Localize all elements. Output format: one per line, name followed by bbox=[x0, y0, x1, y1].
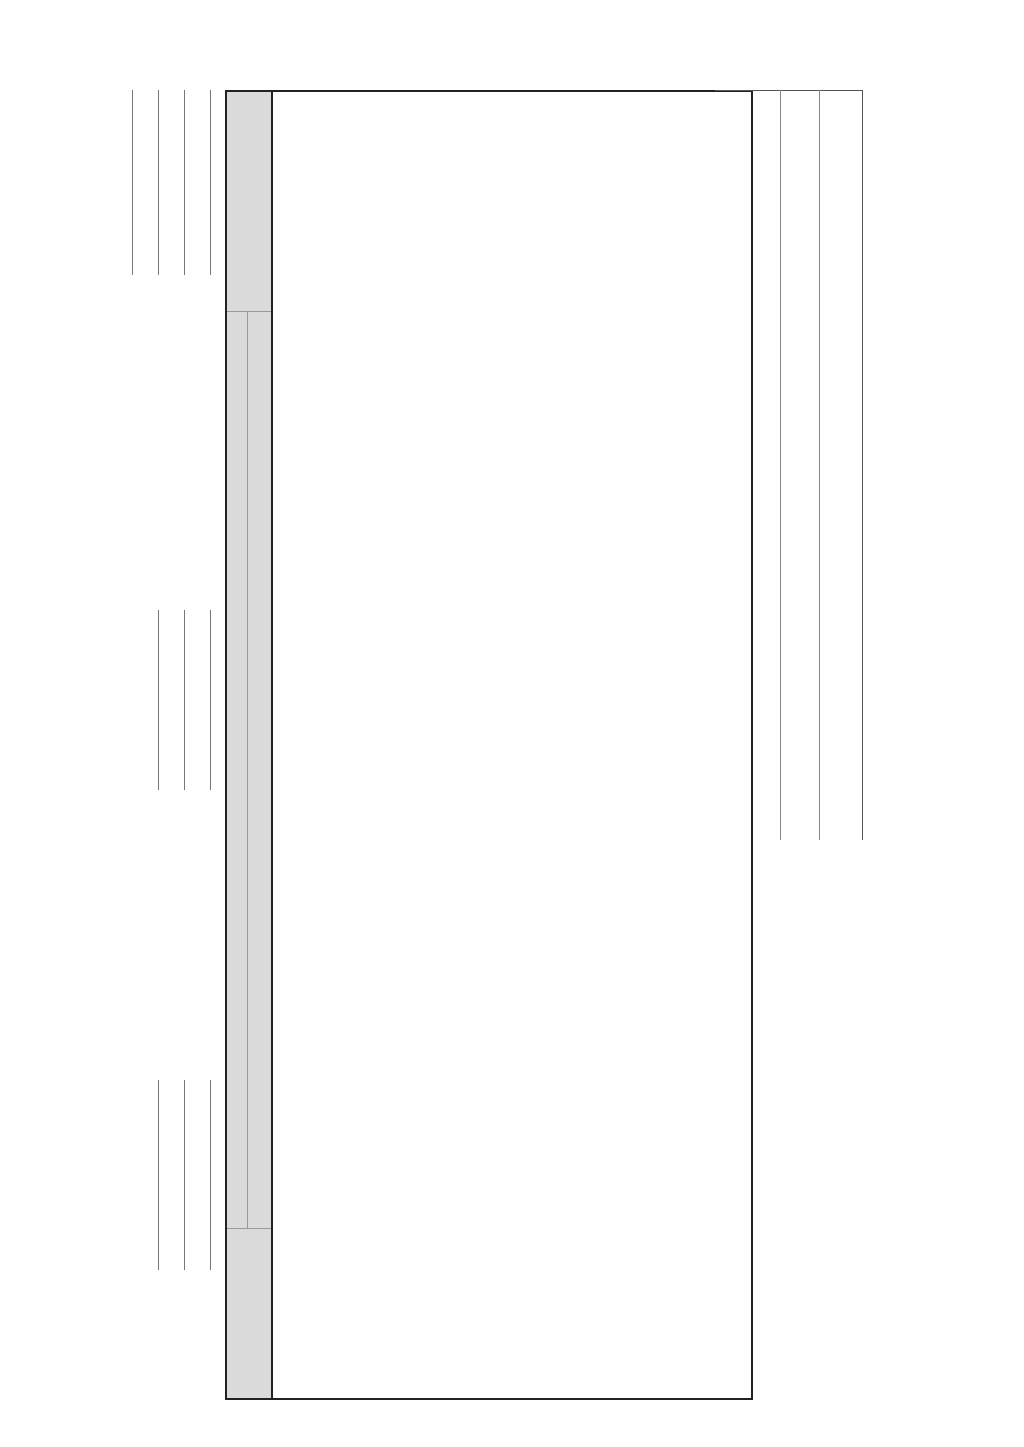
part-no-line bbox=[158, 1080, 159, 1270]
average-header bbox=[227, 92, 271, 311]
formula-block bbox=[715, 90, 925, 840]
appraiser-c-line bbox=[210, 90, 211, 275]
date-line bbox=[132, 90, 133, 275]
appraiser-trial-header bbox=[227, 1229, 271, 1399]
part-header-block bbox=[227, 311, 271, 1228]
part-header bbox=[227, 312, 248, 1228]
formula-frame bbox=[715, 90, 863, 840]
gage-name-line bbox=[158, 610, 159, 790]
part-numbers bbox=[247, 312, 273, 1228]
measurement-table bbox=[225, 90, 753, 1400]
formula-divider bbox=[780, 90, 781, 840]
characteristics-line bbox=[184, 1080, 185, 1270]
measurement-sheet bbox=[80, 90, 950, 1400]
formula-divider-2 bbox=[819, 90, 820, 840]
appraiser-b-line bbox=[184, 90, 185, 275]
specification-line bbox=[210, 1080, 211, 1270]
gage-type-line bbox=[210, 610, 211, 790]
appraiser-a-line bbox=[158, 90, 159, 275]
gage-no-line bbox=[184, 610, 185, 790]
table-header-row bbox=[227, 92, 273, 1398]
